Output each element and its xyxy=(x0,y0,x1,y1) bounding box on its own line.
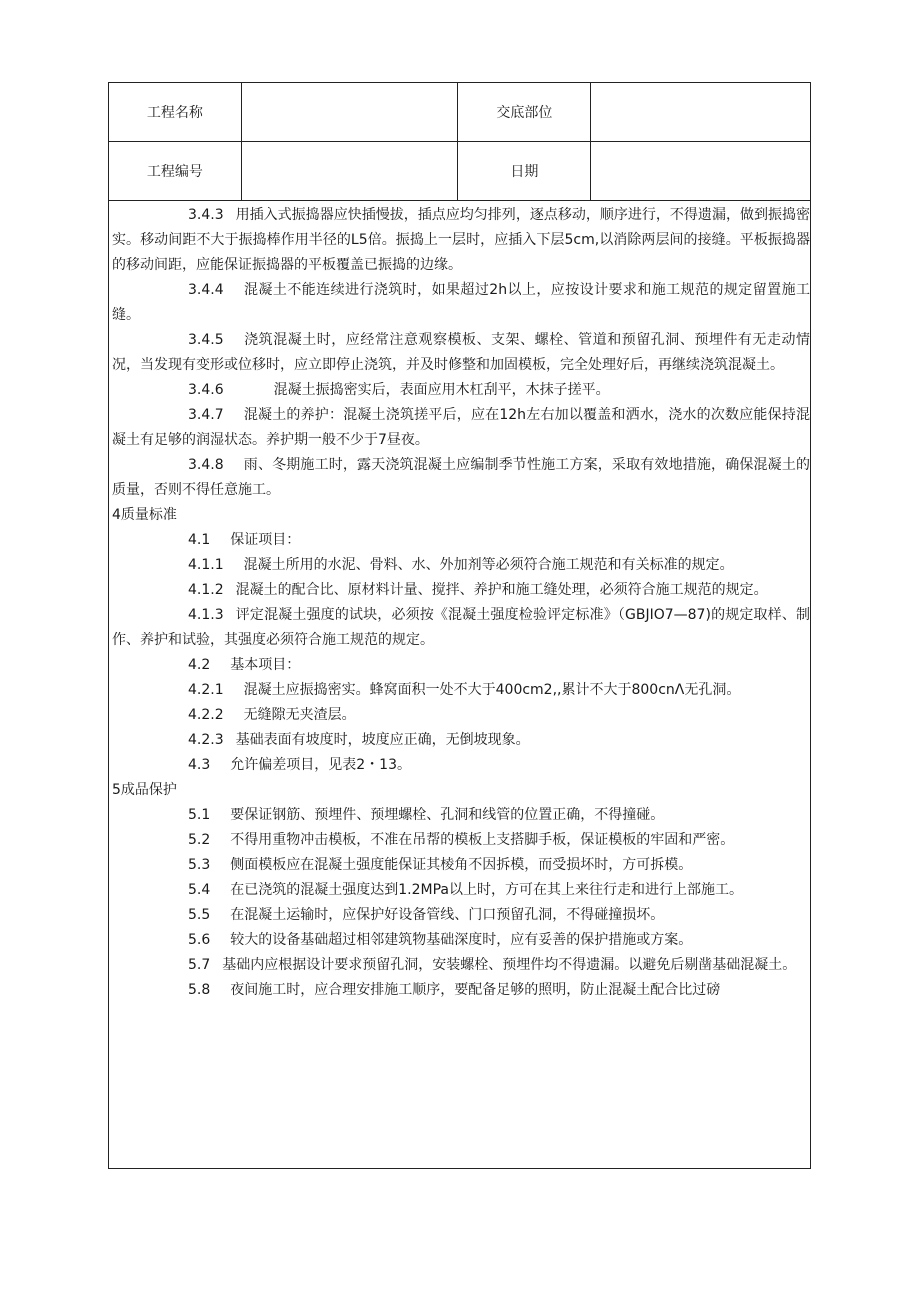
clause-text: 混凝土的养护：混凝土浇筑搓平后，应在12h左右加以覆盖和洒水，浇水的次数应能保持混凝土有足够的润湿状态。养护期一般不少于7昼夜。 xyxy=(112,407,810,448)
clause-text: 在已浇筑的混凝土强度达到1.2MPa以上时，方可在其上来往行走和进行上部施工。 xyxy=(230,882,743,898)
project-name-value xyxy=(241,83,458,142)
clause-text: 夜间施工时，应合理安排施工顺序，要配备足够的照明，防止混凝土配合比过磅 xyxy=(230,982,721,998)
clause-number: 4.1 xyxy=(188,532,211,548)
clause-text: 混凝土的配合比、原材料计量、搅拌、养护和施工缝处理，必须符合施工规范的规定。 xyxy=(235,582,768,598)
clause-text: 基础内应根据设计要求预留孔洞，安装螺栓、预埋件均不得遗漏。以避免后剔凿基础混凝土。 xyxy=(222,957,797,973)
clause-number: 5.4 xyxy=(188,882,211,898)
date-label: 日期 xyxy=(458,142,591,201)
clause-text: 雨、冬期施工时，露天浇筑混凝土应编制季节性施工方案，采取有效地措施，确保混凝土的质量，否则不得任意施工。 xyxy=(112,457,810,498)
clause xyxy=(112,703,810,728)
clause-number: 5.2 xyxy=(188,832,211,848)
clause xyxy=(112,528,810,553)
clause-number: 3.4.4 xyxy=(188,282,224,298)
clause-text: 较大的设备基础超过相邻建筑物基础深度时，应有妥善的保护措施或方案。 xyxy=(230,932,693,948)
clause-number: 5.1 xyxy=(188,807,211,823)
clause-number: 3.4.8 xyxy=(188,457,224,473)
clause xyxy=(112,803,810,828)
clause xyxy=(112,553,810,578)
clause-number: 3.4.7 xyxy=(188,407,224,423)
location-label: 交底部位 xyxy=(458,83,591,142)
clause xyxy=(112,328,810,378)
clause-text: 无缝隙无夹渣层。 xyxy=(243,707,356,723)
clause-text: 不得用重物冲击模板，不准在吊帮的模板上支搭脚手板，保证模板的牢固和严密。 xyxy=(230,832,735,848)
clause-number: 3.4.5 xyxy=(188,332,224,348)
project-no-value xyxy=(241,142,458,201)
clause-text: 基本项目： xyxy=(230,657,301,673)
clause-text: 允许偏差项目，见表2・13。 xyxy=(230,757,411,773)
clause-number: 5.3 xyxy=(188,857,211,873)
clause xyxy=(112,728,810,753)
location-value xyxy=(591,83,811,142)
document-body xyxy=(109,203,812,1003)
clause xyxy=(112,853,810,878)
clause xyxy=(112,978,810,1003)
clause-number: 4.2.3 xyxy=(188,732,224,748)
clause xyxy=(112,603,810,653)
clause xyxy=(112,753,810,778)
clause-text: 在混凝土运输时，应保护好设备管线、门口预留孔洞，不得碰撞损坏。 xyxy=(230,907,665,923)
clause-text: 保证项目： xyxy=(230,532,301,548)
clause-text: 混凝土所用的水泥、骨料、水、外加剂等必须符合施工规范和有关标准的规定。 xyxy=(243,557,734,573)
clause-number: 4.2.2 xyxy=(188,707,224,723)
quality-heading: 4质量标准 xyxy=(112,507,177,523)
clause-text: 评定混凝土强度的试块，必须按《混凝土强度检验评定标准》（GBJIO7—87)的规定取样、制作、养护和试验，其强度必须符合施工规范的规定。 xyxy=(112,607,810,648)
clause xyxy=(112,403,810,453)
clause xyxy=(112,578,810,603)
clause xyxy=(112,453,810,503)
clause-text: 浇筑混凝土时，应经常注意观察模板、支架、螺栓、管道和预留孔洞、预埋件有无走动情况，当发现有变形或位移时，应立即停止浇筑，并及时修整和加固模板，完全处理好后，再继续浇筑混凝土。 xyxy=(112,332,810,373)
clause xyxy=(112,653,810,678)
clause-text: 用插入式振捣器应快插慢拔，插点应均匀排列，逐点移动，顺序进行，不得遗漏，做到振捣密实。移动间距不大于振捣棒作用半径的L5倍。振捣上一层时，应插入下层5cm,以消除两层间的接缝。平板振捣器的移动间距，应能保证振捣器的平板覆盖已振捣的边缘。 xyxy=(112,207,810,273)
clause-text: 要保证钢筋、预埋件、预埋螺栓、孔洞和线管的位置正确，不得撞碰。 xyxy=(230,807,665,823)
clause-number: 4.3 xyxy=(188,757,211,773)
clause xyxy=(112,203,810,278)
clause-number: 5.6 xyxy=(188,932,211,948)
clause-number: 4.2 xyxy=(188,657,211,673)
clause-number: 5.5 xyxy=(188,907,211,923)
date-value xyxy=(591,142,811,201)
clause-number: 3.4.3 xyxy=(188,207,224,223)
clause-text: 混凝土振捣密实后，表面应用木杠刮平，木抹子搓平。 xyxy=(273,382,610,398)
clause xyxy=(112,953,810,978)
protection-heading: 5成品保护 xyxy=(112,782,177,798)
clause xyxy=(112,678,810,703)
project-name-label: 工程名称 xyxy=(109,83,242,142)
project-no-label: 工程编号 xyxy=(109,142,242,201)
header-table xyxy=(108,82,811,201)
clause xyxy=(112,278,810,328)
disclosure-form xyxy=(108,82,811,1169)
clause-number: 5.7 xyxy=(188,957,211,973)
clause-number: 3.4.6 xyxy=(188,382,224,398)
clause-number: 5.8 xyxy=(188,982,211,998)
clause xyxy=(112,378,810,403)
clause-number: 4.1.2 xyxy=(188,582,224,598)
clause xyxy=(112,828,810,853)
clause xyxy=(112,878,810,903)
clause xyxy=(112,928,810,953)
clause-number: 4.1.3 xyxy=(188,607,224,623)
clause-text: 混凝土不能连续进行浇筑时，如果超过2h以上，应按设计要求和施工规范的规定留置施工缝。 xyxy=(112,282,810,323)
clause-number: 4.1.1 xyxy=(188,557,224,573)
clause-text: 侧面模板应在混凝土强度能保证其棱角不因拆模，而受损坏时，方可拆模。 xyxy=(230,857,693,873)
clause-text: 基础表面有坡度时，坡度应正确，无倒坡现象。 xyxy=(235,732,530,748)
clause-number: 4.2.1 xyxy=(188,682,224,698)
clause-text: 混凝土应振捣密实。蜂窝面积一处不大于400cm2,,累计不大于800cnΛ无孔洞。 xyxy=(243,682,741,698)
clause xyxy=(112,903,810,928)
